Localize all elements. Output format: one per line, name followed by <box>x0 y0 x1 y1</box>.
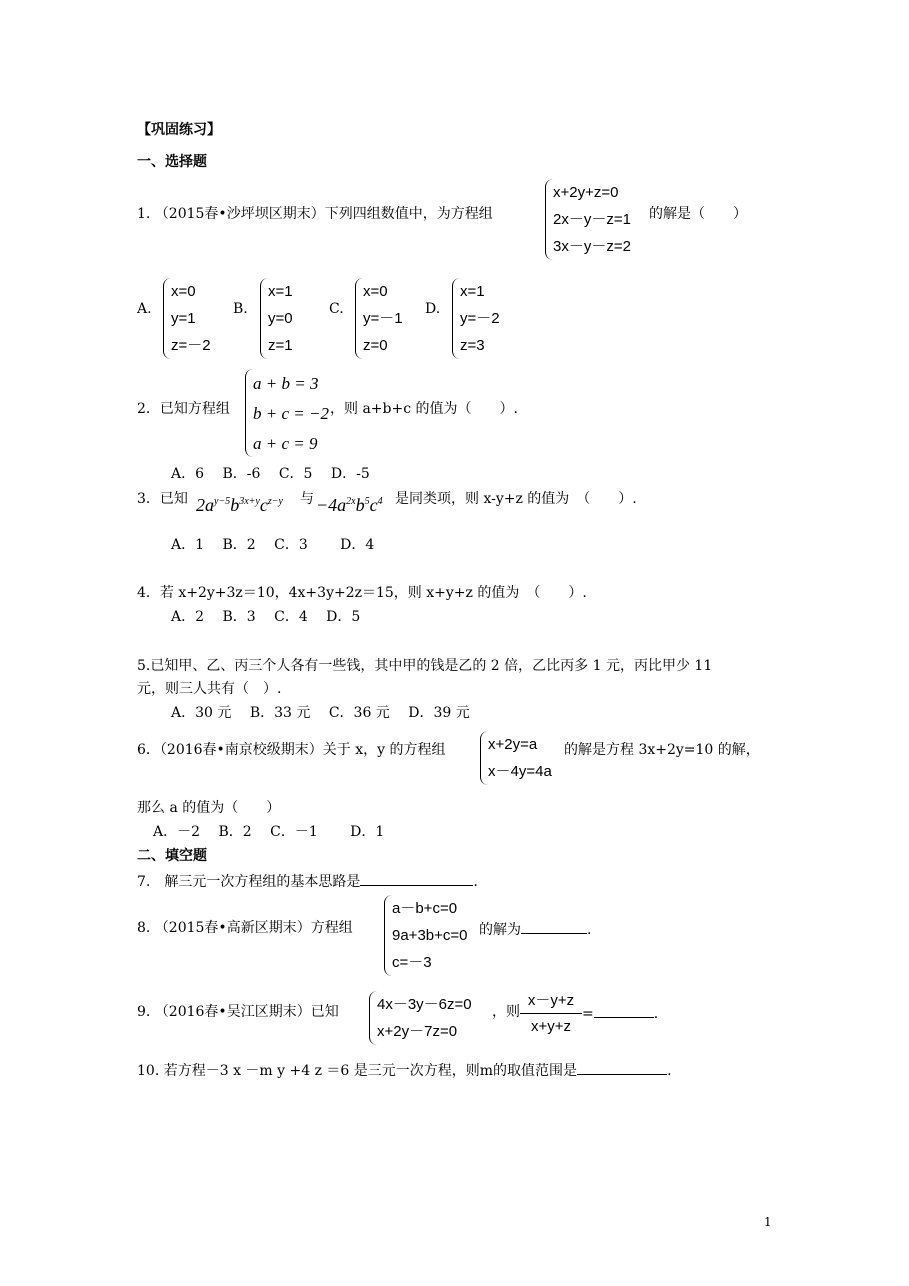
answer-blank[interactable] <box>521 919 587 934</box>
equation: 3x－y－z=2 <box>553 238 631 255</box>
answer-blank[interactable] <box>594 1003 654 1018</box>
equation: x=0 <box>171 283 196 300</box>
monomial-2: $-4a^{2x}b^5c^4$ <box>316 495 383 515</box>
section-heading: 【巩固练习】 <box>137 122 221 138</box>
part-one-title: 一、选择题 <box>137 154 207 170</box>
equation: x+2y－7z=0 <box>377 1023 458 1040</box>
question-6-line-2: 那么 a 的值为（ ） <box>137 800 281 816</box>
equation: x－4y=4a <box>488 763 552 780</box>
equation: z=3 <box>460 337 485 354</box>
equation: c=－3 <box>392 954 432 971</box>
equation: z=0 <box>363 337 388 354</box>
equation: y=－1 <box>363 310 403 327</box>
question-2-options: A．6 B．-6 C．5 D．-5 <box>171 466 370 482</box>
question-1-tail: 的解是（ ） <box>649 206 747 222</box>
equation: b + c = −2 <box>253 404 329 423</box>
equation: 9a+3b+c=0 <box>392 927 468 944</box>
question-2-tail: ，则 a+b+c 的值为（ ）. <box>330 401 518 417</box>
equation: a + b = 3 <box>253 374 319 393</box>
question-5-line-1: 5.已知甲、乙、丙三个人各有一些钱，其中甲的钱是乙的 2 倍，乙比丙多 1 元，丙比甲少 11 <box>137 658 713 674</box>
question-6-tail: 的解是方程 3x+2y=10 的解， <box>564 742 760 758</box>
option-a-system <box>163 278 211 359</box>
equation: x+2y=a <box>488 736 538 753</box>
page-number: 1 <box>764 1215 772 1229</box>
question-3-stem: 3．已知 <box>137 491 188 507</box>
option-b-system <box>260 278 293 359</box>
question-2-stem: 2．已知方程组 <box>137 401 230 417</box>
question-1-system <box>545 179 631 260</box>
question-2-system <box>245 369 329 457</box>
question-10-text: 10. 若方程－3 x －m y +4 z ＝6 是三元一次方程，则m的取值范围是 <box>137 1063 578 1079</box>
question-9-then: ，则 <box>492 1004 520 1020</box>
option-d-system <box>452 278 500 359</box>
equation: y=1 <box>171 310 196 327</box>
fraction-denominator: x+y+z <box>530 1018 572 1035</box>
equation: x=1 <box>460 283 485 300</box>
equation: x+2y+z=0 <box>553 184 619 201</box>
question-4-options: A．2 B．3 C．4 D．5 <box>171 609 361 625</box>
question-8-tail <box>479 919 591 939</box>
equation: y=0 <box>268 310 293 327</box>
equation: a + c = 9 <box>253 434 318 453</box>
equation: x=1 <box>268 283 293 300</box>
question-7 <box>137 871 478 891</box>
question-7-text: 7. 解三元一次方程组的基本思路是 <box>137 874 361 890</box>
fraction <box>520 991 582 1038</box>
equation: z=－2 <box>171 337 211 354</box>
period: . <box>587 922 592 938</box>
fraction-numerator: x－y+z <box>520 991 582 1014</box>
question-8-system <box>384 895 468 976</box>
question-5-options: A．30 元 B．33 元 C．36 元 D．39 元 <box>171 705 470 721</box>
question-9-answer <box>582 1003 658 1023</box>
option-c-system <box>355 278 403 359</box>
period: . <box>667 1063 672 1079</box>
question-6-system <box>480 731 552 785</box>
equation: 2x－y－z=1 <box>553 211 631 228</box>
question-9-system <box>369 991 472 1045</box>
equation: z=1 <box>268 337 293 354</box>
question-3-options: A．1 B．2 C．3 D．4 <box>171 537 375 553</box>
answer-blank[interactable] <box>577 1060 667 1075</box>
question-6-options: A．－2 B．2 C．－1 D．1 <box>153 824 385 840</box>
part-two-title: 二、填空题 <box>137 848 207 864</box>
question-5-line-2: 元，则三人共有（ ）. <box>137 681 282 697</box>
option-b-label: B. <box>233 301 248 317</box>
equation: 4x－3y－6z=0 <box>377 996 472 1013</box>
option-a-label: A. <box>137 301 152 317</box>
option-c-label: C. <box>329 301 344 317</box>
equation: y=－2 <box>460 310 500 327</box>
question-8-stem: 8. （2015春•高新区期末）方程组 <box>137 920 353 936</box>
equals-sign: = <box>582 1006 594 1022</box>
question-3-and: 与 <box>300 491 314 507</box>
equation: a－b+c=0 <box>392 900 458 917</box>
question-4-stem: 4．若 x+2y+3z＝10，4x+3y+2z＝15，则 x+y+z 的值为 （ ）. <box>137 585 587 601</box>
question-8-tail-text: 的解为 <box>479 922 521 938</box>
option-d-label: D. <box>425 301 441 317</box>
question-3-tail: 是同类项，则 x-y+z 的值为 （ ）. <box>395 491 637 507</box>
question-9-stem: 9. （2016春•吴江区期末）已知 <box>137 1004 339 1020</box>
monomial-1: $2a^{y-5}b^{3x+y}c^{z-y}$ <box>196 495 283 515</box>
answer-blank[interactable] <box>360 871 473 886</box>
equation: x=0 <box>363 283 388 300</box>
question-1-stem: 1. （2015春•沙坪坝区期末）下列四组数值中，为方程组 <box>137 206 493 222</box>
question-10 <box>137 1060 672 1080</box>
period: . <box>473 874 478 890</box>
question-6-stem: 6．（2016春•南京校级期末）关于 x，y 的方程组 <box>137 742 446 758</box>
period: . <box>653 1006 659 1022</box>
